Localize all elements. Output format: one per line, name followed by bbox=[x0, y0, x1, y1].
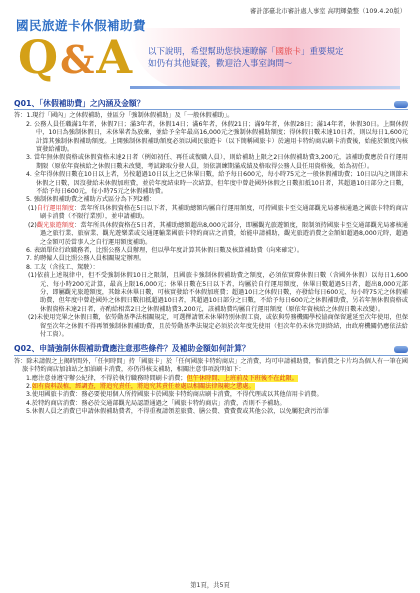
qa-logo-q: Q bbox=[18, 30, 61, 84]
hero-highlight: 國旅卡 bbox=[275, 47, 302, 57]
q02-item: 5.休假人員之消費已申請休假補助費者，不得重複請領差旅費、膳公費、費費費或其他公款，以免觸犯貪污治罪 bbox=[26, 408, 329, 416]
q01-item: 6. 表頭單位行政職務者，比照公務人員辦理，但以學年度計算其休假日數及核算補助費（向來確定）。 bbox=[26, 246, 304, 254]
q02-title: Q02、申請強制休假補助費應注意那些條件？及補助金額如何計算？ bbox=[14, 344, 250, 354]
q02-item: 4.於特約商店消費：務必於交通部觀光局認證通過之「國旅卡特約商店」消費，否則不予補助。 bbox=[26, 399, 286, 407]
q01-title: Q01、「休假補助費」之內涵及金額？ bbox=[14, 99, 145, 108]
qa-logo bbox=[18, 30, 135, 84]
q01-subitem: (2)觀光旅遊額度：當年所具休假資格在5日者，其補助總額超出8,000元部分，即屬觀光旅遊額度，限制須持國旅卡至交通部觀光局審核通過之旅行業、旅宿業、觀光遊樂業或交通運輸業國旅卡特約商店之消費，始能申請補助，觀光旅遊消費之金額如超過8,000元時，超過之金額可於當事人之自行運用額度補助。 bbox=[28, 221, 408, 246]
q01-item: 2. 公務人員任職滿1年者，休假7日；滿3年者，休假14日；滿6年者，休假21日；滿9年者，休假28日；滿14年者，休假30日。上開休假中，10日為強制休假日，未休畢者為放棄，並給予全年最高16,000元之強制休假補助額度；得休假日數未達10日者，則以每日1,600元計算其強制休假補助額度。上開強制休假補助額度必須以國民旅遊卡（以下簡稱國旅卡）於適用卡特約商店刷卡消費後，始能於額度內核實發給補助。 bbox=[26, 120, 408, 154]
q02-heading bbox=[14, 345, 408, 353]
q02-item: 1.應注意並遵守辦公紀律，不得於執行職務時間刷卡消費；但午休時間、上班前及下班後不在此限。 bbox=[26, 374, 298, 382]
hero-line-2: 如仍有其他疑義，歡迎洽人事室詢問～ bbox=[148, 59, 293, 69]
q01-subitem: (1)依前上述規律中，但不受強制休假10日之限制，且國旅卡強制休假補助費之額度，必須依實際休假日數（含國外休假）以每日1,600元、每小時200元計算，最高上限16,000元；休畢日數在5日以下者，均屬於自行運用額度，休畢日數超過5日者，超出8,000元部分，即屬觀光旅遊額度，其餘未休畢日數，可核實發給不休假加班費；超過10日之休假日數，亦發給每日600元、每小時75元之休假補助費，但年度中曾赴國外之休假日數扣抵超過10日者，其超過10日部分之日數，不給予每日600元之休假補助費，另若年無休假資格或休假資格未達2日者，亦酌給相當2日之休假補助費3,200元，該補助費均屬自行運用額度（原依年資核給之休假日數未改變）。 bbox=[28, 272, 408, 313]
q01-heading bbox=[14, 100, 408, 108]
hero-line-1: 以下說明，希望幫助您快速瞭解「國旅卡」重要規定 bbox=[148, 47, 344, 57]
qa-logo-a: A bbox=[96, 30, 135, 84]
page-number: 第1頁，共5頁 bbox=[190, 582, 230, 589]
q01-item: 4. 全年得休假日數在10日以上者，另按超過10日以上之已休畢日數，給予每日600元，每小時75元之一般休假補助費；10日以內之則節未休假之日數，因沒發給未休假加班費，並於年度結束時一次結算，但年度中曾赴國外休假之日數扣抵10日者，其超過10日部分之日數，不給予每日600元，每小時75元之休假補助費。 bbox=[26, 171, 408, 196]
q01-item: 5. 強制休假補助費之補助方式區分為下列2種： bbox=[26, 196, 156, 204]
q02-item: 2.如有資料誤植，經調查，將追究責任，將追究其責任並處以相關法律規範之懲處。 bbox=[26, 383, 255, 390]
q01-item: 8. 工友（含技工、駕駛）： bbox=[26, 263, 99, 271]
header-meta: 審計部臺北市審計處人事室 高明輝彙整（109.4.20版） bbox=[250, 8, 406, 15]
q02-rule bbox=[14, 355, 408, 356]
program-title: 國民旅遊卡休假補助費 bbox=[16, 18, 147, 33]
hero-divider bbox=[130, 86, 400, 89]
q01-rule bbox=[14, 109, 408, 110]
q02-item: 3.使用國旅卡消費：務必要使用個人所持國旅卡於國旅卡特約商店刷卡消費，不得代理或以其他信用卡消費。 bbox=[26, 391, 323, 399]
q01-subitem: (2)未使用完畢之休假日數，依勞動基準法相關規定，可選擇請領未休畢特別休假工資，或依與勞務機關學校協商保留遞延至次年使用，但保留至次年之休假不得再領強制休假補助費，且於勞動基準法規定必須於次年度先使用（但次年仍未休完則終結，由政府機關仍應依法給付工資）。 bbox=[28, 314, 409, 338]
qa-logo-amp: & bbox=[60, 37, 97, 82]
q01-item: 3. 當年無休假資格或休假資格未達2日者（例如初任、再任或復職人員），則給補助上限之2日休假補助費3,200元，該補助費應於自行運用期限（原依年資核給之休假日數未改變，考試錄取分發人員，須依訓練期滿成績及格取得公務人員任用資格後，始為初任）。 bbox=[26, 154, 408, 170]
q01-subitem: (1)自行運用額度：當年所具休假資格在5日以下者，其補助總額均屬自行運用額度，可持國旅卡至交通部觀光局審核通過之國旅卡特約商店刷卡消費（不限行業別），並申請補助。 bbox=[28, 204, 409, 221]
q01-intro: 答：1.現行「國內」之休假補助，並區分「強制休假補助」及「一般休假補助」。 bbox=[14, 112, 234, 120]
document-body bbox=[14, 96, 408, 417]
q02-intro: 答：除未請假之上揭時間外，「任何時間」持「國旅卡」於「任何國旅卡特約商店」之消費，均可申請補助費，惟消費之卡片均為個人有一筆在國旅卡特約商店加油站之加油刷卡消費，亦仍得核支補助，相關注意事項說明如下： bbox=[14, 357, 408, 374]
q01-item: 7. 約聘僱人員比照公務人員相關規定辦理。 bbox=[26, 255, 146, 263]
question-badge-icon bbox=[394, 101, 408, 108]
question-badge-icon bbox=[394, 346, 408, 353]
